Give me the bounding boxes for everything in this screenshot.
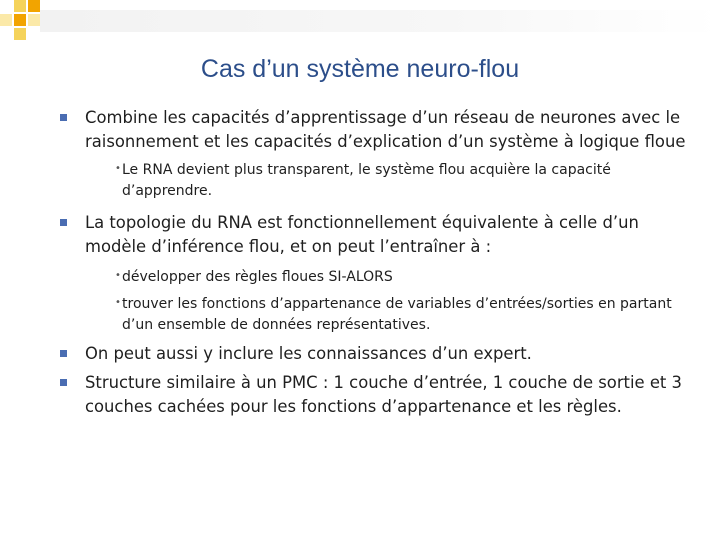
square-bullet-icon bbox=[60, 114, 67, 121]
sub-bullet-text: Le RNA devient plus transparent, le système flou acquière la capacité d’apprendre. bbox=[122, 162, 611, 199]
corner-decoration bbox=[0, 0, 720, 50]
bullet-text: Structure similaire à un PMC : 1 couche d’entrée, 1 couche de sortie et 3 couches cachées pour les fonctions d’appartenance et les règles. bbox=[85, 373, 682, 416]
slide-title: Cas d’un système neuro-flou bbox=[200, 55, 520, 83]
sub-bullet-item bbox=[115, 294, 700, 336]
square-bullet-icon bbox=[60, 350, 67, 357]
square-bullet-icon bbox=[60, 379, 67, 386]
bullet-list bbox=[60, 106, 700, 419]
bullet-text: Combine les capacités d’apprentissage d’un réseau de neurones avec le raisonnement et les capacités d’explication d’un système à logique floue bbox=[85, 108, 686, 151]
dot-bullet-icon: • bbox=[115, 270, 121, 281]
bullet-item bbox=[60, 106, 700, 154]
decor-square bbox=[14, 28, 26, 40]
sub-bullet-text: développer des règles floues SI-ALORS bbox=[122, 269, 393, 285]
dot-bullet-icon: • bbox=[115, 163, 121, 174]
sub-bullet-item bbox=[115, 267, 700, 288]
header-gradient-bar bbox=[40, 10, 720, 32]
decor-square bbox=[14, 14, 26, 26]
sub-bullet-item bbox=[115, 160, 700, 202]
sub-bullet-text: trouver les fonctions d’appartenance de variables d’entrées/sorties en partant d’un ensemble de données représentatives. bbox=[122, 296, 672, 333]
bullet-text: La topologie du RNA est fonctionnellement équivalente à celle d’un modèle d’inférence flou, et on peut l’entraîner à : bbox=[85, 213, 639, 256]
bullet-item bbox=[60, 211, 700, 259]
bullet-item bbox=[60, 371, 700, 419]
decor-square bbox=[28, 0, 40, 12]
bullet-text: On peut aussi y inclure les connaissances d’un expert. bbox=[85, 344, 532, 363]
decor-square bbox=[28, 14, 40, 26]
bullet-item bbox=[60, 342, 700, 366]
square-bullet-icon bbox=[60, 219, 67, 226]
decor-square bbox=[14, 0, 26, 12]
dot-bullet-icon: • bbox=[115, 297, 121, 308]
decor-square bbox=[0, 14, 12, 26]
